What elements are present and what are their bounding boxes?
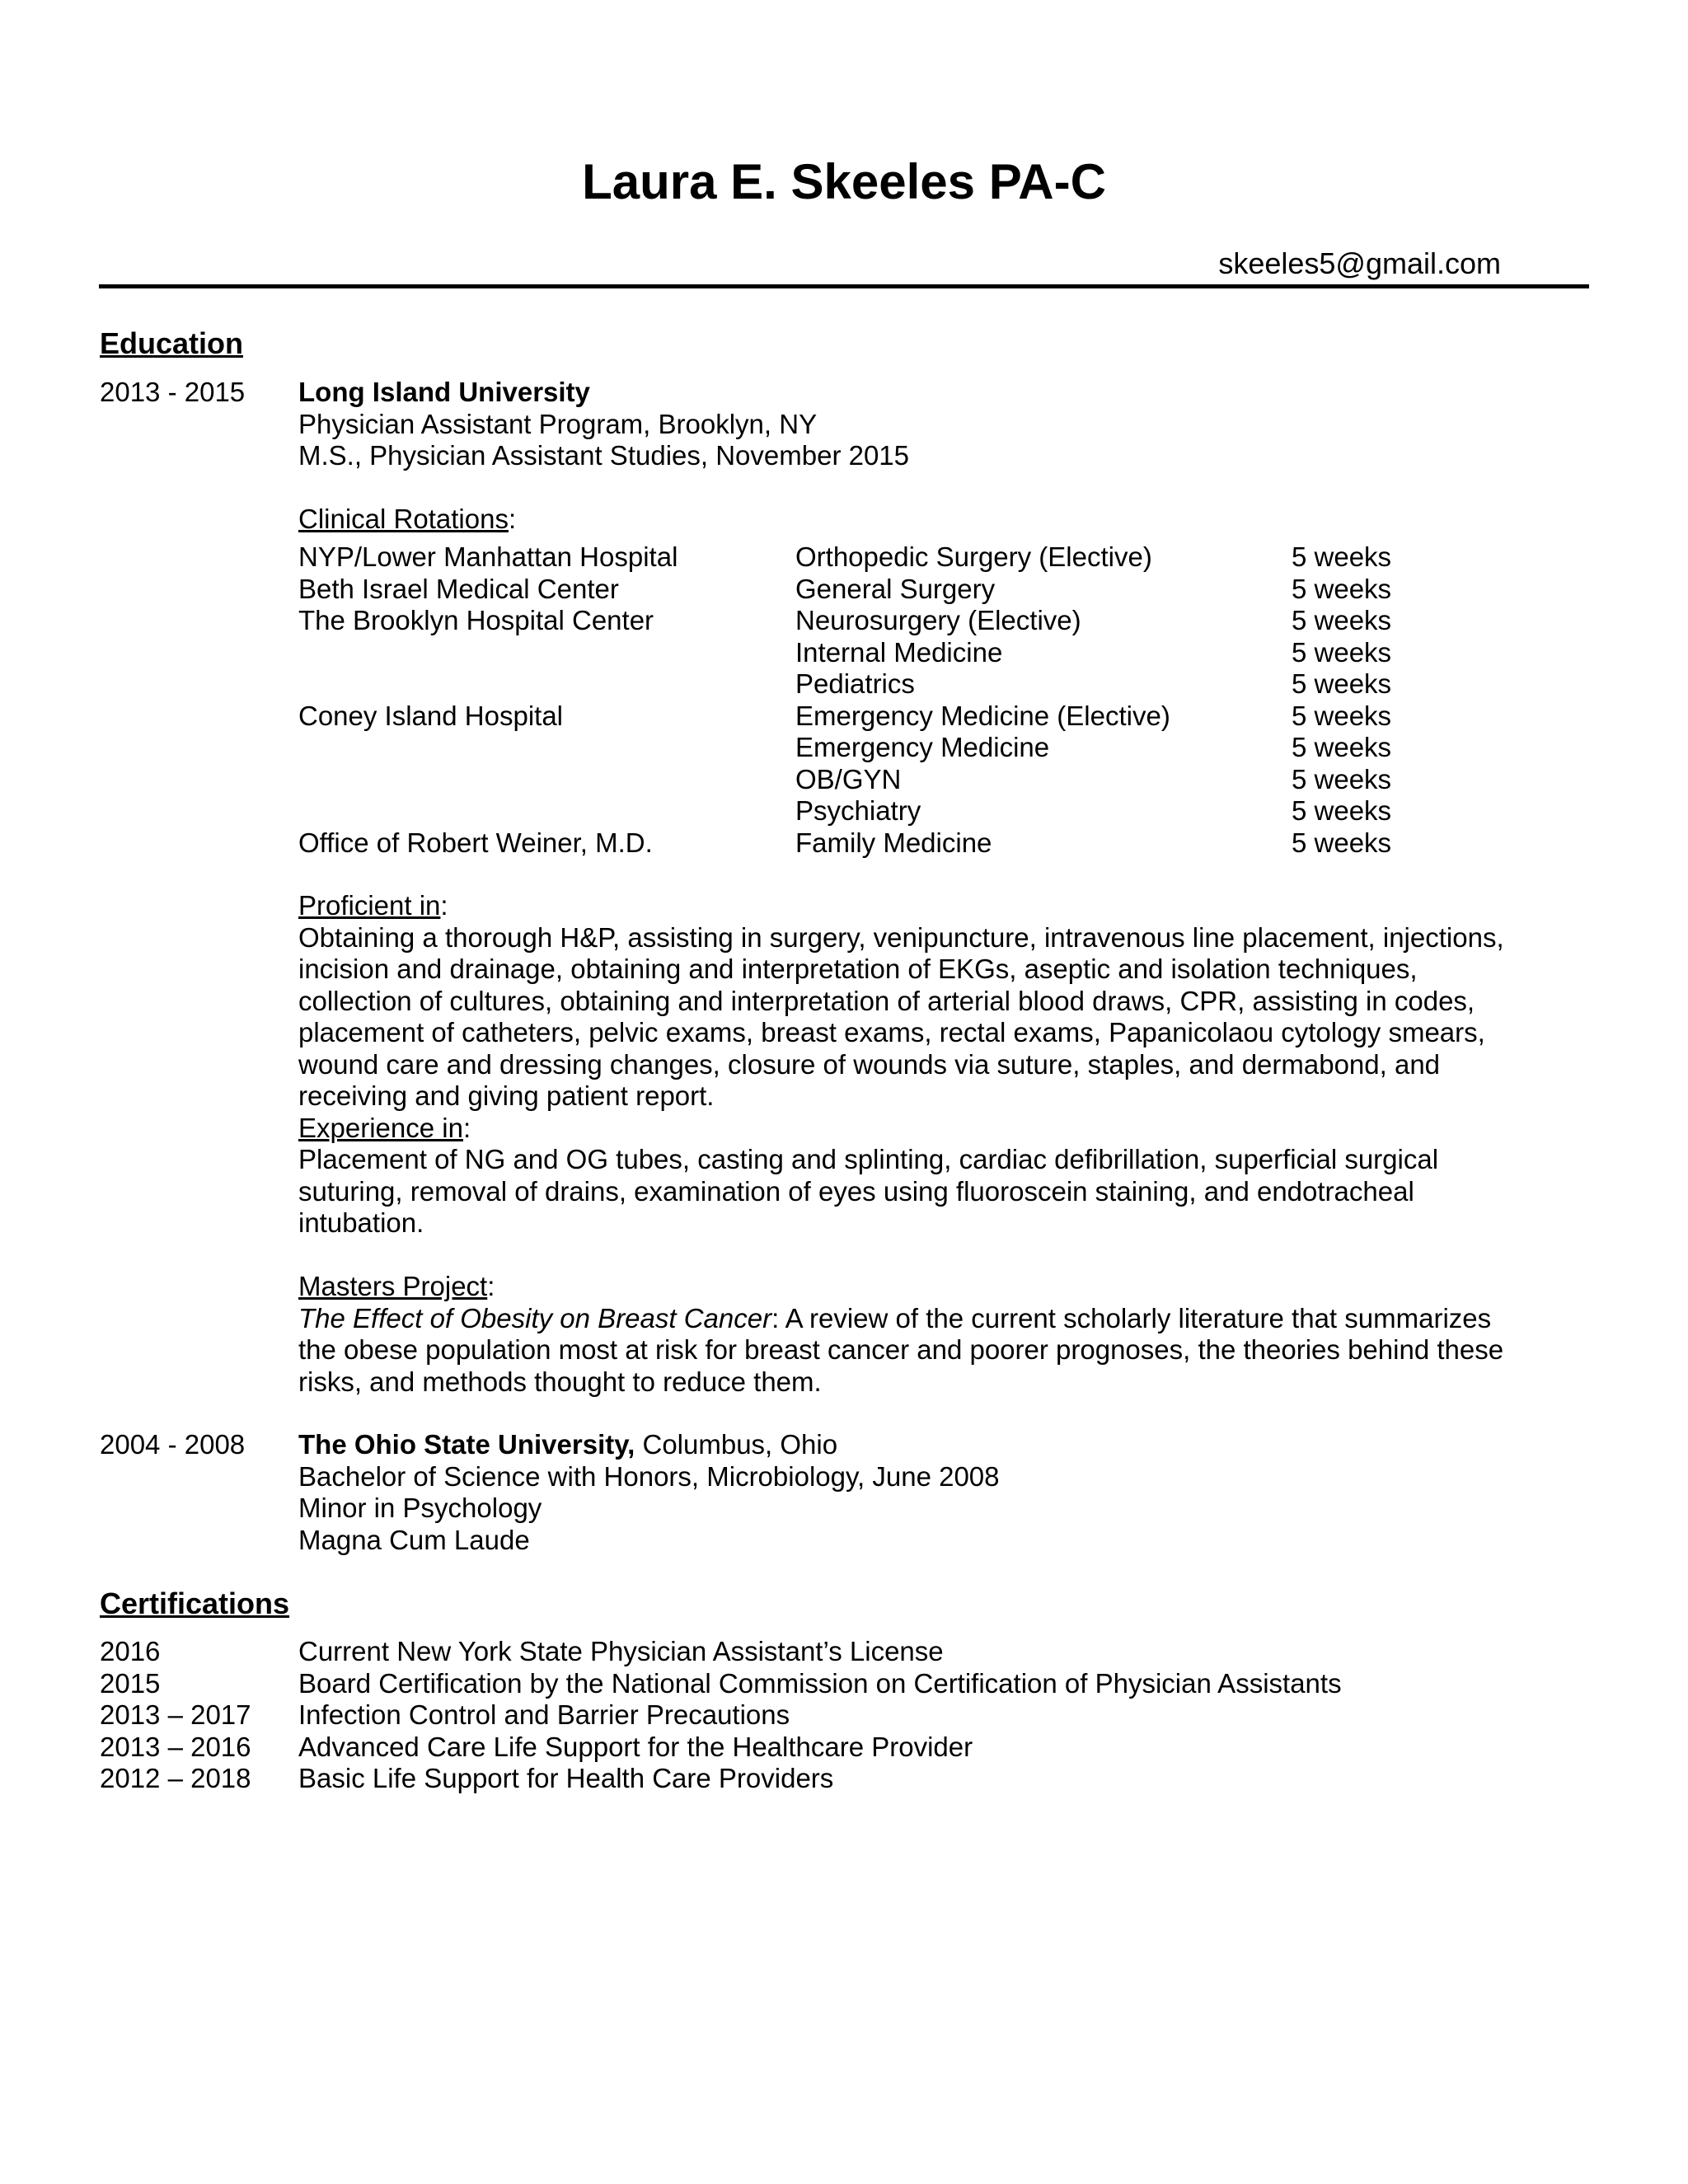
certification-row [100, 1699, 1501, 1732]
rotation-duration: 5 weeks [1292, 827, 1392, 858]
project-line: the obese population most at risk for breast cancer and poorer prognoses, the theories behind these [298, 1334, 1504, 1365]
liu-entry [298, 377, 1535, 472]
rotation-specialty: Internal Medicine [795, 636, 1003, 668]
certification-years: 2016 [100, 1636, 161, 1666]
experience-line: intubation. [298, 1207, 424, 1238]
rotation-specialty: Pediatrics [795, 668, 915, 699]
rotation-duration: 5 weeks [1292, 668, 1392, 699]
rotation-site: NYP/Lower Manhattan Hospital [298, 541, 678, 572]
certification-years: 2015 [100, 1667, 161, 1699]
proficient-line: receiving and giving patient report. [298, 1080, 715, 1111]
certification-years: 2013 – 2016 [100, 1731, 251, 1762]
rotation-row [298, 605, 1452, 637]
project-summary: : A review of the current scholarly literature that summarizes [771, 1302, 1492, 1333]
certification-name: Infection Control and Barrier Precautions [298, 1699, 790, 1730]
experience-line: suturing, removal of drains, examination of eyes using fluoroscein staining, and endotracheal [298, 1175, 1414, 1207]
rotation-row [298, 827, 1452, 860]
rotation-site: Office of Robert Weiner, M.D. [298, 827, 653, 858]
rotation-row [298, 541, 1452, 574]
rotation-duration: 5 weeks [1292, 700, 1392, 731]
rotation-row [298, 574, 1452, 606]
resume-name: Laura E. Skeeles PA-C [582, 154, 1106, 209]
certification-row [100, 1668, 1501, 1700]
skills-block: Proficient in: Obtaining a thorough H&P, assisting in surgery, venipuncture, intravenous line placement, injections, incision and drainage, obtaining and interpretation of EKGs, aseptic and isolation techniques, collection of cultures, obtaining and interpretation of arterial blood draws, CPR, assisting in codes, placement of catheters, pelvic exams, breast exams, rectal exams, Papanicolaou cytology smears, wound care and dressing changes, closure of wounds via suture, staples, and dermabond, and receiving and giving patient report. Experience in: Placement of NG and OG tubes, casting and splinting, cardiac defibrillation, superficial surgical suturing, removal of drains, examination of eyes using fluoroscein staining, and endotracheal intubation. [298, 890, 1535, 1240]
rotation-row [298, 795, 1452, 827]
rotation-site: The Brooklyn Hospital Center [298, 605, 654, 635]
rotation-site: Coney Island Hospital [298, 700, 564, 731]
certification-name: Board Certification by the National Commission on Certification of Physician Assistants [298, 1667, 1342, 1699]
education-heading: Education [100, 326, 244, 360]
rotation-row [298, 668, 1452, 701]
rotations-label-line: Clinical Rotations: [298, 504, 517, 534]
osu-school: The Ohio State University, [298, 1429, 635, 1460]
liu-years: 2013 - 2015 [100, 377, 246, 407]
proficient-label: Proficient in [298, 890, 441, 921]
contact-email: skeeles5@gmail.com [1218, 246, 1501, 280]
experience-label: Experience in [298, 1112, 463, 1143]
certifications-heading: Certifications [100, 1586, 290, 1620]
project-title: The Effect of Obesity on Breast Cancer [298, 1302, 772, 1333]
certification-years: 2012 – 2018 [100, 1763, 251, 1793]
proficient-line: placement of catheters, pelvic exams, breast exams, rectal exams, Papanicolaou cytology smears, [298, 1017, 1485, 1047]
certification-row [100, 1636, 1501, 1668]
rotation-row [298, 764, 1452, 796]
rotation-specialty: Orthopedic Surgery (Elective) [795, 541, 1152, 572]
certification-row [100, 1763, 1501, 1795]
rotation-specialty: OB/GYN [795, 763, 902, 794]
proficient-line: wound care and dressing changes, closure of wounds via suture, staples, and dermabond, and [298, 1048, 1441, 1080]
rotations-label: Clinical Rotations [298, 504, 509, 534]
rotation-specialty: General Surgery [795, 573, 996, 604]
rotation-row [298, 701, 1452, 733]
proficient-line: Obtaining a thorough H&P, assisting in surgery, venipuncture, intravenous line placement, injections, [298, 921, 1504, 953]
proficient-line: collection of cultures, obtaining and interpretation of arterial blood draws, CPR, assisting in codes, [298, 985, 1475, 1016]
rotation-duration: 5 weeks [1292, 763, 1392, 794]
certification-name: Basic Life Support for Health Care Providers [298, 1763, 834, 1793]
rotation-specialty: Neurosurgery (Elective) [795, 605, 1081, 635]
certification-name: Advanced Care Life Support for the Healthcare Provider [298, 1731, 973, 1762]
project-label: Masters Project [298, 1271, 488, 1301]
osu-location: Columbus, Ohio [635, 1429, 838, 1460]
rotation-duration: 5 weeks [1292, 636, 1392, 668]
rotation-specialty: Psychiatry [795, 795, 921, 826]
osu-years: 2004 - 2008 [100, 1429, 246, 1460]
rotation-specialty: Emergency Medicine (Elective) [795, 700, 1170, 731]
certification-years: 2013 – 2017 [100, 1699, 251, 1730]
header-divider [99, 284, 1589, 288]
project-line: risks, and methods thought to reduce them. [298, 1366, 822, 1397]
masters-project-block: Masters Project: The Effect of Obesity on Breast Cancer: A review of the current scholarly literature that summarizes the obese population most at risk for breast cancer and poorer prognoses, the theories behind these risks, and methods thought to reduce them. [298, 1271, 1535, 1398]
osu-degree: Bachelor of Science with Honors, Microbiology, June 2008 [298, 1460, 1000, 1492]
certification-row [100, 1732, 1501, 1764]
liu-school: Long Island University [298, 377, 590, 407]
experience-line: Placement of NG and OG tubes, casting and splinting, cardiac defibrillation, superficial surgical [298, 1144, 1439, 1174]
liu-program: Physician Assistant Program, Brooklyn, NY [298, 408, 818, 439]
rotation-row [298, 732, 1452, 764]
rotation-site: Beth Israel Medical Center [298, 573, 619, 604]
proficient-line: incision and drainage, obtaining and interpretation of EKGs, aseptic and isolation techniques, [298, 954, 1418, 984]
osu-entry [298, 1429, 1535, 1556]
rotation-duration: 5 weeks [1292, 795, 1392, 826]
rotation-duration: 5 weeks [1292, 573, 1392, 604]
osu-minor: Minor in Psychology [298, 1493, 542, 1523]
rotation-duration: 5 weeks [1292, 605, 1392, 635]
rotation-duration: 5 weeks [1292, 541, 1392, 572]
rotation-specialty: Emergency Medicine [795, 732, 1050, 762]
rotation-duration: 5 weeks [1292, 732, 1392, 762]
rotation-row [298, 637, 1452, 669]
liu-degree: M.S., Physician Assistant Studies, November 2015 [298, 440, 910, 471]
rotation-specialty: Family Medicine [795, 827, 992, 858]
osu-honor: Magna Cum Laude [298, 1524, 530, 1555]
certification-name: Current New York State Physician Assistant’s License [298, 1636, 944, 1666]
